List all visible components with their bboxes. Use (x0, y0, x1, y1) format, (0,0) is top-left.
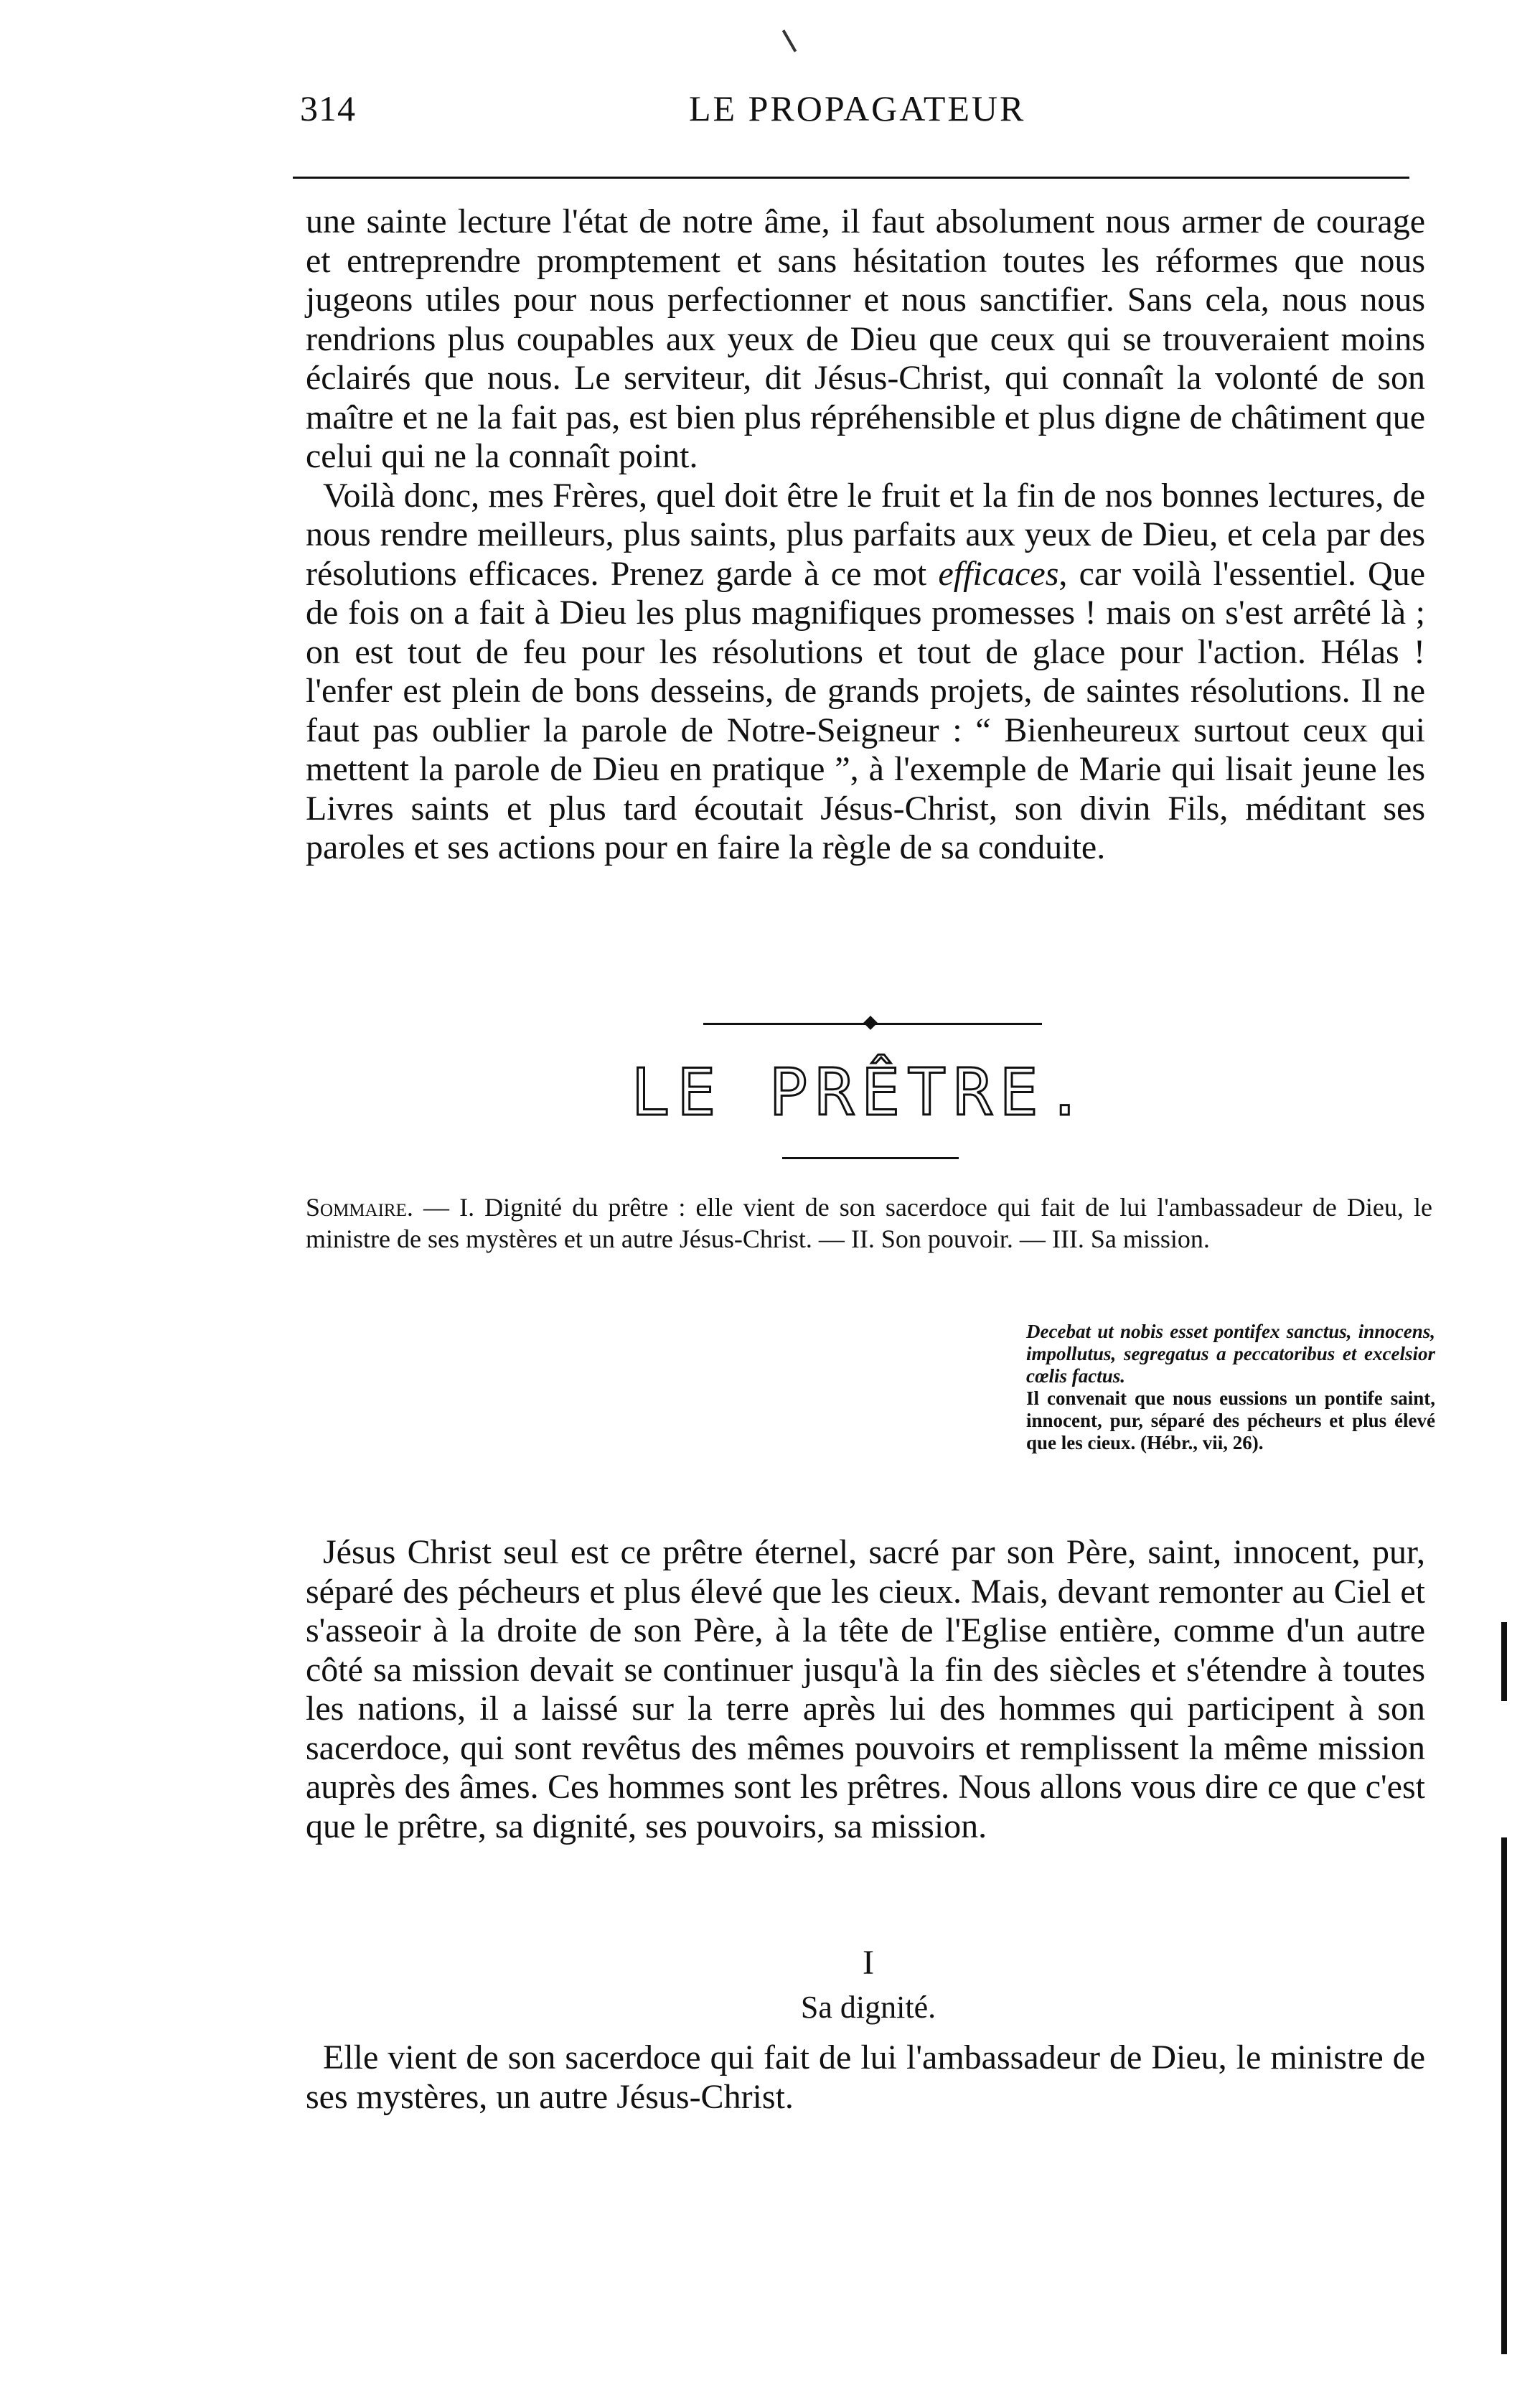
stray-mark (782, 29, 797, 52)
part-number: I (863, 1944, 874, 1982)
part-heading: Sa dignité. (800, 1990, 936, 2025)
epigraph (1026, 1321, 1435, 1454)
paragraph-resolutions-end: , car voilà l'essentiel. Que de fois on a fait à Dieu les plus magnifiques promesses ! mais on s'est arrêté là ; on est tout de feu pour les résolutions et tout de glace pour l'action. Hélas ! l'enfer est plein de bons desseins, de grands projets, de saintes résolutions. Il ne faut pas oublier la parole de Notre-Seigneur : “ Bienheureux surtout ceux qui mettent la parole de Dieu en pratique ”, à l'exemple de Marie qui lisait jeune les Livres saints et plus tard écoutait Jésus-Christ, son divin Fils, méditant ses paroles et ses actions pour en faire la règle de sa conduite. (306, 554, 1425, 866)
epigraph-latin: Decebat ut nobis esset pontifex sanctus, innocens, impollutus, segregatus a peccatoribus et excelsior cœlis factus. (1026, 1321, 1435, 1387)
running-title: LE PROPAGATEUR (689, 88, 1026, 128)
epigraph-french-text: Il convenait que nous eussions un pontife saint, innocent, pur, séparé des pécheurs et plus élevé que les cieux. (1026, 1387, 1435, 1453)
epigraph-french (1026, 1387, 1435, 1454)
ornament-line-right (875, 1023, 1042, 1025)
section-ornament (703, 1016, 1042, 1031)
paragraph-resolutions-start: Voilà donc, mes Frères, quel doit être le fruit et la fin de nos bonnes lectures, de nous rendre meilleurs, plus saints, plus parfaits aux yeux de Dieu, et cela par des résolutions efficaces. Prenez garde à ce mot (306, 476, 1425, 593)
header-rule (293, 177, 1409, 179)
margin-mark-upper (1501, 1622, 1507, 1701)
paragraph-continued: une sainte lecture l'état de notre âme, il faut absolument nous armer de courage et entreprendre promptement et sans hésitation toutes les réformes que nous jugeons utiles pour nous perfectionner et nous sanctifier. Sans cela, nous nous rendrions plus coupables aux yeux de Dieu que ceux qui se trouveraient moins éclairés que nous. Le serviteur, dit Jésus-Christ, qui connaît la volonté de son maître et ne la fait pas, est bien plus répréhensible et plus digne de châtiment que celui qui ne la connaît point. (306, 202, 1425, 475)
summary-lead: Sommaire. (306, 1193, 413, 1222)
paragraph-resolutions (306, 477, 1425, 868)
section-summary (306, 1191, 1432, 1255)
page-number: 314 (300, 88, 356, 128)
title-rule (782, 1157, 959, 1159)
paragraph-dignity: Elle vient de son sacerdoce qui fait de lui l'ambassadeur de Dieu, le ministre de ses mystères, un autre Jésus-Christ. (306, 2038, 1425, 2116)
ornament-line-left (703, 1023, 865, 1025)
emphasis-efficaces: efficaces (938, 554, 1059, 593)
intro-text (306, 1533, 1425, 1846)
continuation-text (306, 202, 1425, 868)
summary-text: — I. Dignité du prêtre : elle vient de son sacerdoce qui fait de lui l'ambassadeur de Dieu, le ministre de ses mystères et un autre Jésus-Christ. — II. Son pouvoir. — III. Sa mission. (306, 1193, 1432, 1253)
page-header (287, 88, 1415, 138)
margin-mark-lower (1501, 1837, 1507, 2354)
epigraph-reference: (Hébr., vii, 26). (1140, 1432, 1264, 1453)
part-one-text (306, 2038, 1425, 2117)
section-title: LE PRÊTRE. (631, 1055, 1091, 1130)
paragraph-intro: Jésus Christ seul est ce prêtre éternel, sacré par son Père, saint, innocent, pur, séparé des pécheurs et plus élevé que les cieux. Mais, devant remonter au Ciel et s'asseoir à la droite de son Père, à la tête de l'Eglise entière, comme d'un autre côté sa mission devait se continuer jusqu'à la fin des siècles et s'étendre à toutes les nations, il a laissé sur la terre après lui des hommes qui participent à son sacerdoce, qui sont revêtus des mêmes pouvoirs et remplissent la même mission auprès des âmes. Ces hommes sont les prêtres. Nous allons vous dire ce que c'est que le prêtre, sa dignité, ses pouvoirs, sa mission. (306, 1533, 1425, 1845)
